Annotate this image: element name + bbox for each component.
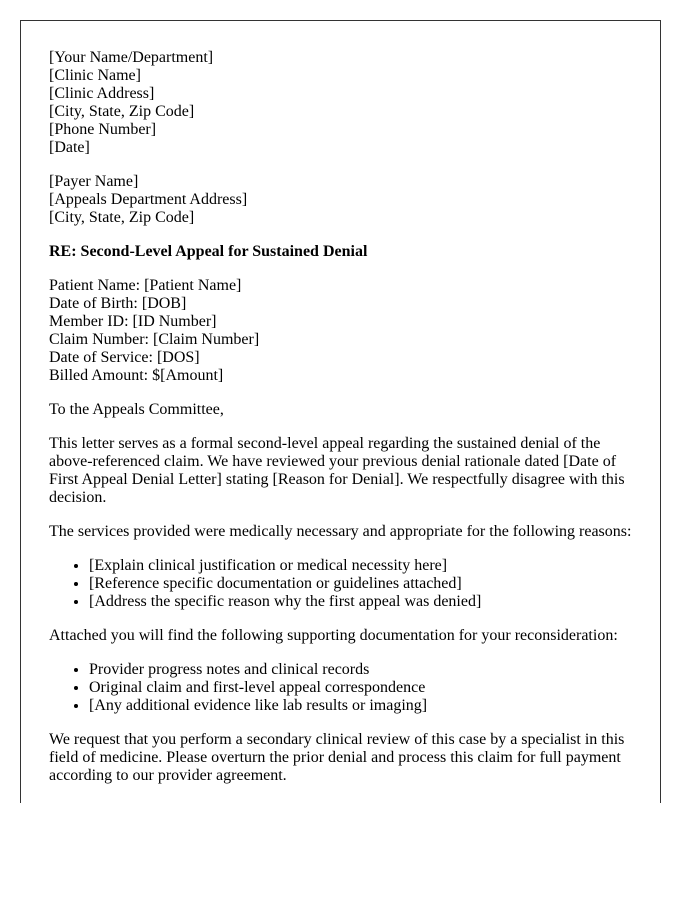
list-item: • [Address the specific reason why the first appeal was denied] (89, 593, 632, 611)
list-item: • [Reference specific documentation or guidelines attached] (89, 575, 632, 593)
reasons-list (49, 557, 632, 611)
payer-city: [City, State, Zip Code] (49, 209, 195, 226)
member-id: Member ID: [ID Number] (49, 313, 217, 330)
claim-info-block (49, 277, 632, 385)
appeals-address: [Appeals Department Address] (49, 191, 248, 208)
subject-line: RE: Second-Level Appeal for Sustained Denial (49, 243, 368, 260)
request-paragraph: We request that you perform a secondary clinical review of this case by a specialist in this field of medicine. Please overturn the prior denial and process this claim for full payment according to our provider agreement. (49, 731, 625, 784)
billed-amount: Billed Amount: $[Amount] (49, 367, 224, 384)
claim-number: Claim Number: [Claim Number] (49, 331, 260, 348)
sender-block (49, 49, 632, 157)
reasons-intro: The services provided were medically necessary and appropriate for the following reasons: (49, 523, 632, 540)
payer-name: [Payer Name] (49, 173, 139, 190)
docs-list (49, 661, 632, 715)
sender-name: [Your Name/Department] (49, 49, 214, 66)
list-item: • [Any additional evidence like lab results or imaging] (89, 697, 632, 715)
docs-intro: Attached you will find the following supporting documentation for your reconsideration: (49, 627, 618, 644)
clinic-city: [City, State, Zip Code] (49, 103, 195, 120)
list-item: • Original claim and first-level appeal correspondence (89, 679, 632, 697)
phone-number: [Phone Number] (49, 121, 157, 138)
date: [Date] (49, 139, 90, 156)
list-item: • Provider progress notes and clinical records (89, 661, 632, 679)
recipient-block (49, 173, 632, 227)
clinic-address: [Clinic Address] (49, 85, 155, 102)
letter-page (20, 20, 661, 803)
clinic-name: [Clinic Name] (49, 67, 141, 84)
intro-paragraph: This letter serves as a formal second-level appeal regarding the sustained denial of the above-referenced claim. We have reviewed your previous denial rationale dated [Date of First Appeal Denial Letter] stating [Reason for Denial]. We respectfully disagree with this decision. (49, 435, 625, 506)
date-of-birth: Date of Birth: [DOB] (49, 295, 187, 312)
date-of-service: Date of Service: [DOS] (49, 349, 200, 366)
patient-name: Patient Name: [Patient Name] (49, 277, 242, 294)
salutation: To the Appeals Committee, (49, 401, 224, 418)
list-item: • [Explain clinical justification or medical necessity here] (89, 557, 632, 575)
